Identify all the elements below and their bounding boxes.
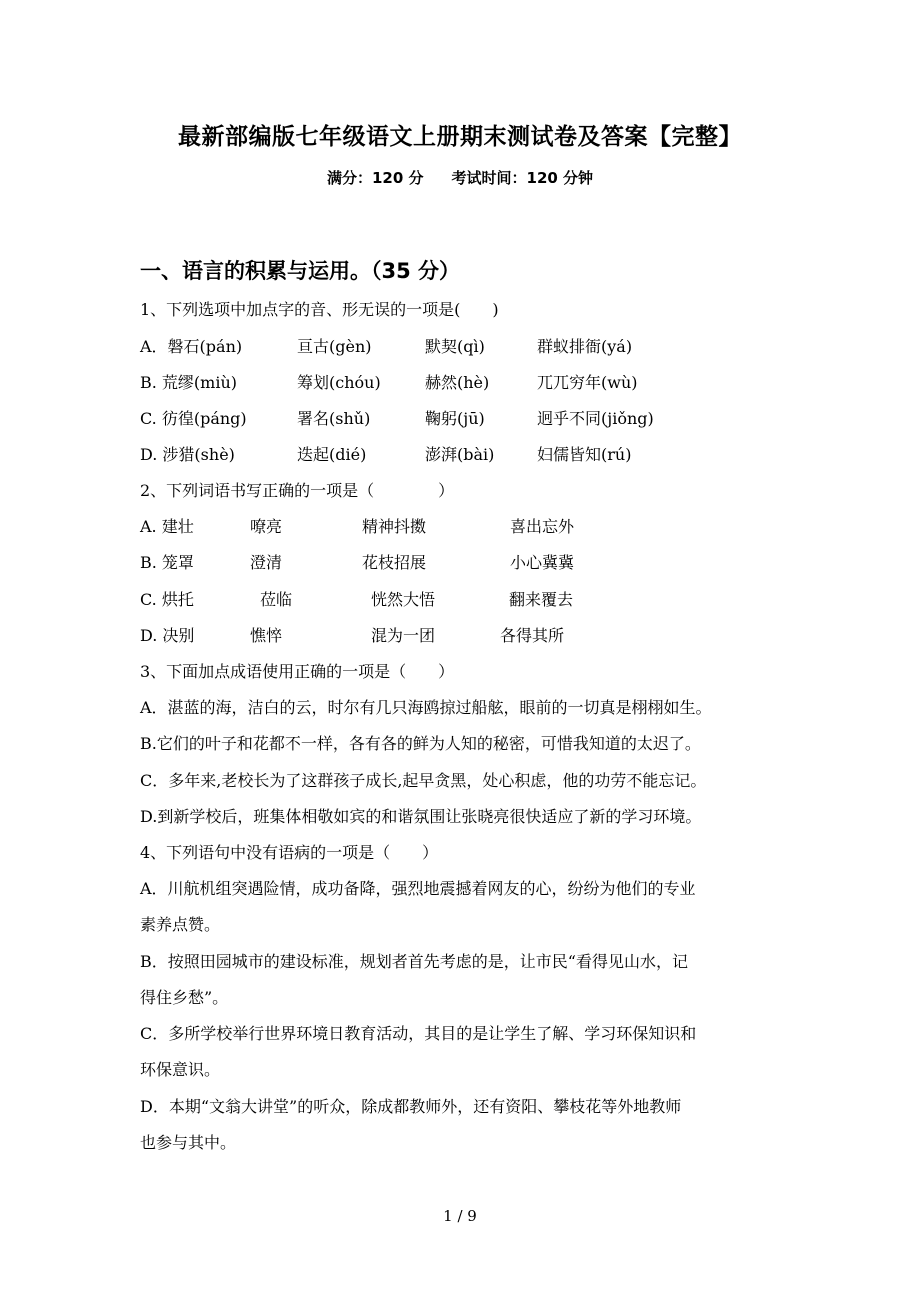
q2-option-c-4: 翻来覆去 — [509, 590, 574, 609]
q3-option-b: B.它们的叶子和花都不一样，各有各的鲜为人知的秘密，可惜我知道的太迟了。 — [140, 734, 701, 753]
q1-option-a-3: 默契(qì) — [425, 337, 485, 356]
q3-option-c: C．多年来,老校长为了这群孩子成长,起早贪黑，处心积虑，他的功劳不能忘记。 — [140, 771, 707, 790]
full-score: 满分：120 分 — [326, 169, 424, 187]
q2-option-a-4: 喜出忘外 — [510, 517, 575, 536]
q3-option-a: A．湛蓝的海，洁白的云，时尔有几只海鸥掠过船舷，眼前的一切真是栩栩如生。 — [140, 698, 712, 717]
document-title: 最新部编版七年级语文上册期末测试卷及答案【完整】 — [178, 124, 742, 150]
section-heading: 一、语言的积累与运用。（35 分） — [140, 259, 461, 283]
q1-option-a-1: A．磐石(pán) — [140, 337, 243, 356]
q2-option-b-1: B. 笼罩 — [140, 553, 194, 572]
q2-option-a-1: A. 建壮 — [140, 517, 194, 536]
exam-info — [0, 167, 920, 188]
q1-option-b-2: 筹划(chóu) — [297, 373, 381, 392]
q4-option-d-line1: D．本期“文翁大讲堂”的听众，除成都教师外，还有资阳、攀枝花等外地教师 — [140, 1097, 682, 1116]
q1-option-a-2: 亘古(gèn) — [297, 337, 372, 356]
page-number: 1 / 9 — [443, 1207, 477, 1225]
q4-option-a-line1: A．川航机组突遇险情，成功备降，强烈地震撼着网友的心，纷纷为他们的专业 — [140, 879, 696, 898]
q2-option-c-1: C. 烘托 — [140, 590, 194, 609]
q1-option-d-4: 妇儒皆知(rú) — [537, 445, 632, 464]
q4-option-d-line2: 也参与其中。 — [140, 1133, 237, 1152]
q2-option-c-3: 恍然大悟 — [371, 590, 436, 609]
q1-option-c-1: C. 彷徨(páng) — [140, 409, 247, 428]
q2-option-a-3: 精神抖擞 — [362, 517, 427, 536]
q1-option-d-3: 澎湃(bài) — [425, 445, 495, 464]
q1-option-d-2: 迭起(dié) — [297, 445, 367, 464]
q2-option-d-2: 憔悴 — [250, 626, 283, 645]
q1-option-d-1: D. 涉猎(shè) — [140, 445, 235, 464]
q1-option-a-4: 群蚁排衙(yá) — [537, 337, 633, 356]
q1-option-b-4: 兀兀穷年(wù) — [537, 373, 638, 392]
q4-option-b-line1: B．按照田园城市的建设标准，规划者首先考虑的是，让市民“看得见山水，记 — [140, 952, 688, 971]
q2-option-d-3: 混为一团 — [371, 626, 436, 645]
q2-option-d-1: D. 决别 — [140, 626, 195, 645]
q1-option-b-3: 赫然(hè) — [425, 373, 490, 392]
q2-option-b-4: 小心冀冀 — [510, 553, 575, 572]
question-3-stem: 3、下面加点成语使用正确的一项是（ ） — [140, 662, 455, 681]
q4-option-c-line2: 环保意识。 — [140, 1060, 221, 1079]
q2-option-d-4: 各得其所 — [500, 626, 565, 645]
q2-option-c-2: 莅临 — [260, 590, 293, 609]
q4-option-a-line2: 素养点赞。 — [140, 915, 221, 934]
q4-option-b-line2: 得住乡愁”。 — [140, 988, 229, 1007]
q1-option-c-3: 鞠躬(jū) — [425, 409, 485, 428]
q1-option-c-2: 署名(shǔ) — [297, 409, 371, 428]
question-1-stem: 1、下列选项中加点字的音、形无误的一项是( ) — [140, 300, 499, 319]
q4-option-c-line1: C．多所学校举行世界环境日教育活动，其目的是让学生了解、学习环保知识和 — [140, 1024, 697, 1043]
question-4-stem: 4、下列语句中没有语病的一项是（ ） — [140, 843, 439, 862]
q1-option-c-4: 迥乎不同(jiǒng) — [537, 409, 654, 428]
q1-option-b-1: B. 荒缪(miù) — [140, 373, 238, 392]
exam-time: 考试时间：120 分钟 — [451, 169, 594, 187]
q2-option-b-2: 澄清 — [250, 553, 283, 572]
q2-option-b-3: 花枝招展 — [362, 553, 427, 572]
q3-option-d: D.到新学校后，班集体相敬如宾的和谐氛围让张晓亮很快适应了新的学习环境。 — [140, 807, 702, 826]
q2-option-a-2: 嘹亮 — [250, 517, 283, 536]
question-2-stem: 2、下列词语书写正确的一项是（ ） — [140, 481, 455, 500]
